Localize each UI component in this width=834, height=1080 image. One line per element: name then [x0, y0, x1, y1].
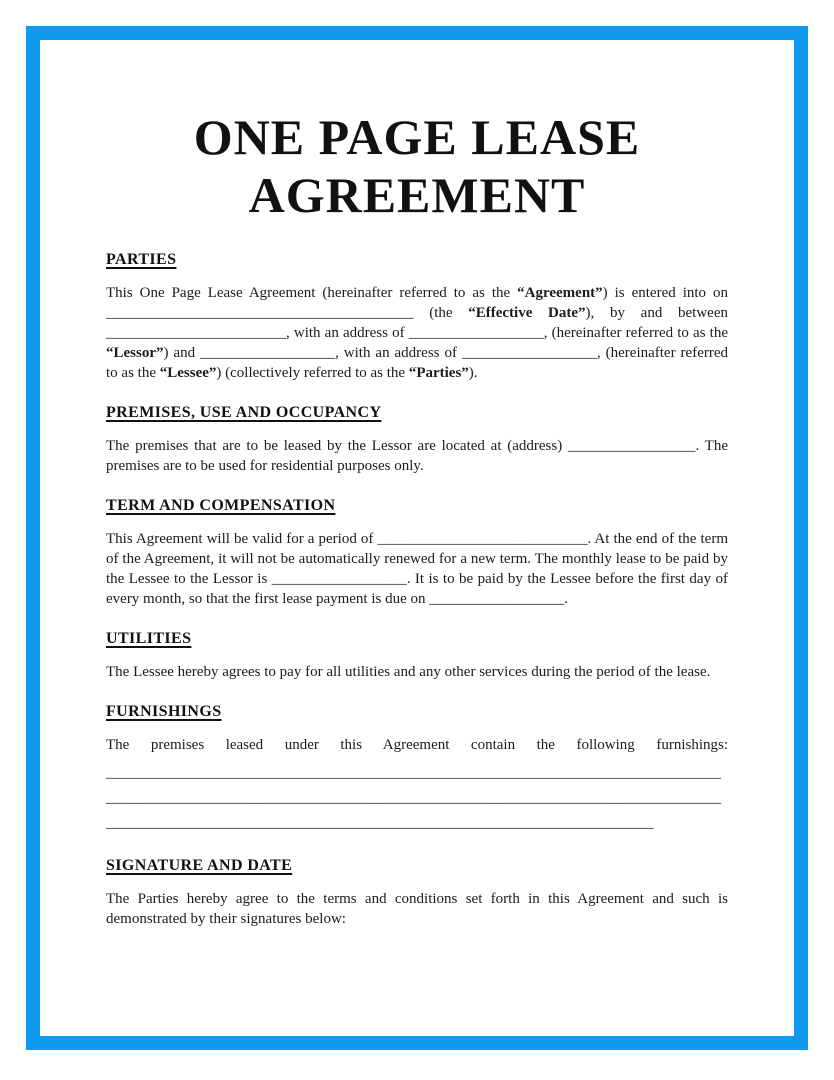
- text-segment: ) and __________________, with an address of __________________, (hereinafter referred to as the: [106, 345, 728, 381]
- section-heading-utilities: UTILITIES: [106, 630, 192, 647]
- signature-paragraph: [106, 889, 728, 929]
- text-segment: ).: [468, 365, 478, 381]
- section-heading-premises: PREMISES, USE AND OCCUPANCY: [106, 404, 382, 421]
- bold-term-lessor: “Lessor”: [106, 345, 164, 361]
- section-utilities: [106, 629, 728, 682]
- section-signature: [106, 856, 728, 929]
- section-heading-parties: PARTIES: [106, 251, 177, 268]
- text-segment: The Lessee hereby agrees to pay for all utilities and any other services during the period of the lease.: [106, 664, 711, 680]
- parties-paragraph: [106, 283, 728, 383]
- bold-term-effective-date: “Effective Date”: [468, 305, 586, 321]
- furnishings-blank-line-2: __________________________________________________________________________________: [106, 790, 721, 806]
- section-premises: [106, 403, 728, 476]
- section-heading-term: TERM AND COMPENSATION: [106, 497, 336, 514]
- premises-paragraph: [106, 436, 728, 476]
- bold-term-parties: “Parties”: [408, 365, 469, 381]
- furnishings-paragraph: [106, 735, 728, 755]
- section-term: [106, 496, 728, 609]
- document-title: ONE PAGE LEASE AGREEMENT: [193, 109, 641, 223]
- furnishings-blank-line-1: __________________________________________________________________________________: [106, 765, 721, 781]
- bold-term-agreement: “Agreement”: [517, 285, 603, 301]
- furnishings-blank-line-3: _________________________________________________________________________: [106, 815, 654, 831]
- text-segment: This One Page Lease Agreement (hereinafter referred to as the: [106, 285, 518, 301]
- document-frame: [26, 26, 808, 1050]
- text-segment: The Parties hereby agree to the terms and conditions set forth in this Agreement and such is demonstrated by their signatures below:: [106, 891, 728, 927]
- term-paragraph: [106, 529, 728, 609]
- text-segment: ), by and between ________________________, with an address of __________________, (hereinafter referred to as the: [106, 305, 728, 341]
- furnishings-blank-lines: [106, 761, 728, 836]
- section-parties: [106, 250, 728, 383]
- text-segment: The premises leased under this Agreement contain the following furnishings:: [106, 737, 728, 753]
- text-segment: ) (collectively referred to as the: [216, 365, 409, 381]
- utilities-paragraph: [106, 662, 728, 682]
- bold-term-lessee: “Lessee”: [159, 365, 217, 381]
- text-segment: ) is entered into on _________________________________________ (the: [106, 285, 728, 321]
- section-heading-signature: SIGNATURE AND DATE: [106, 857, 293, 874]
- text-segment: The premises that are to be leased by the Lessor are located at (address) _________________. The premises are to be used for residential purposes only.: [106, 438, 728, 474]
- section-heading-furnishings: FURNISHINGS: [106, 703, 222, 720]
- document-content: [106, 108, 728, 929]
- text-segment: This Agreement will be valid for a period of ____________________________. At the end of the term of the Agreement, it will not be automatically renewed for a new term. The monthly lease to be paid by the Lessee to the Lessor is __________________. It is to be paid by the Lessee before the first day of every month, so that the first lease payment is due on __________________.: [106, 531, 728, 607]
- section-furnishings: [106, 702, 728, 836]
